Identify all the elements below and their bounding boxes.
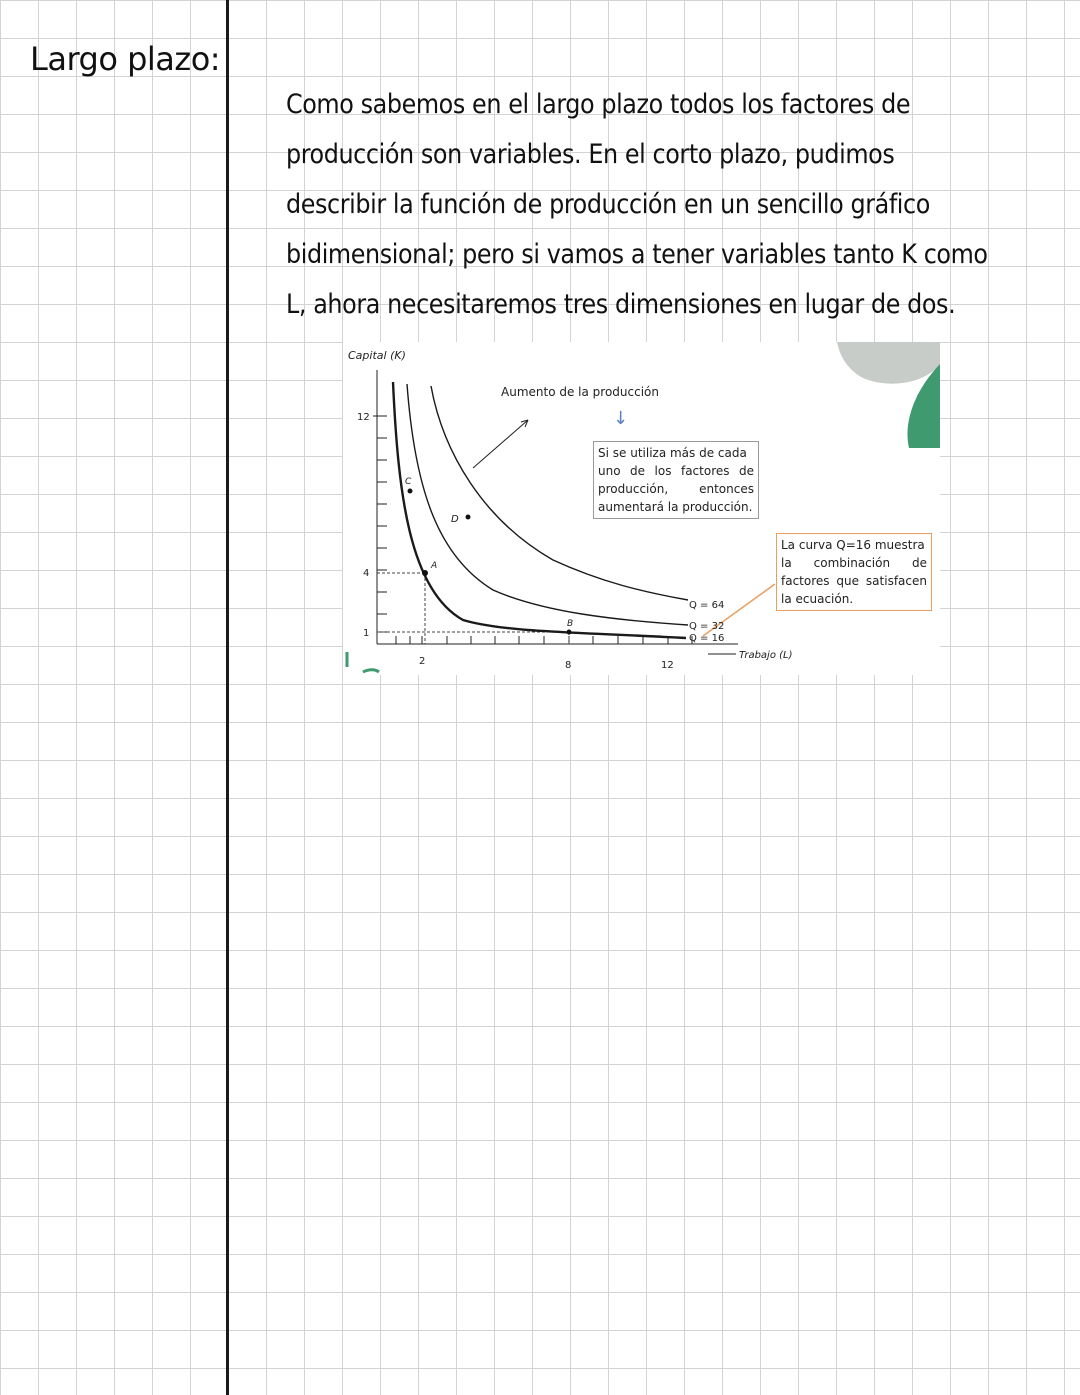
annotation-line: la combinación de	[781, 556, 927, 570]
curve-label-q16: Q = 16	[689, 633, 725, 644]
point-b-dot	[567, 630, 572, 635]
annotation-line: producción, entonces	[598, 482, 754, 496]
arrow-label: Aumento de la producción	[501, 385, 659, 399]
y-tick-marks	[377, 416, 387, 632]
annotation-line: uno de los factores de	[598, 464, 754, 478]
annotation-q16-curve	[776, 533, 932, 611]
y-axis-label: Capital (K)	[348, 349, 406, 362]
point-c-label: C	[405, 477, 412, 487]
point-b-label: B	[567, 619, 574, 629]
notebook-margin-line	[226, 0, 229, 1395]
point-d-dot	[466, 515, 471, 520]
x-tick-label-2: 2	[419, 656, 426, 667]
paragraph-line: bidimensional; pero si vamos a tener variables tanto K como	[286, 239, 988, 270]
y-tick-label-4: 4	[363, 568, 370, 579]
intro-paragraph	[286, 80, 1006, 330]
paragraph-line: L, ahora necesitaremos tres dimensiones en lugar de dos.	[286, 289, 956, 320]
paragraph-line: Como sabemos en el largo plazo todos los factores de	[286, 89, 911, 120]
annotation-line: La curva Q=16 muestra	[781, 538, 925, 552]
y-tick-label-1: 1	[363, 628, 370, 639]
annotation-line: factores que satisfacen	[781, 574, 927, 588]
annotation-line: aumentará la producción.	[598, 500, 753, 514]
x-tick-label-12: 12	[661, 660, 674, 671]
point-a-dot	[422, 570, 428, 576]
increase-arrow	[473, 420, 528, 468]
paragraph-line: describir la función de producción en un sencillo gráfico	[286, 189, 930, 220]
annotation-line: la ecuación.	[781, 592, 854, 606]
isoquant-figure	[343, 342, 940, 675]
annotation-more-factors	[593, 441, 759, 519]
curve-label-q32: Q = 32	[689, 621, 725, 632]
down-arrow: ↓	[613, 408, 629, 429]
x-tick-label-8: 8	[565, 660, 572, 671]
point-a-label: A	[431, 561, 438, 571]
gray-leaf-decoration	[837, 342, 940, 384]
x-axis-label: Trabajo (L)	[739, 650, 793, 661]
axis-corner-mark	[347, 652, 379, 672]
point-d-label: D	[451, 514, 459, 525]
y-tick-label-12: 12	[357, 412, 370, 423]
paragraph-line: producción son variables. En el corto plazo, pudimos	[286, 139, 895, 170]
point-c-dot	[408, 489, 413, 494]
curve-label-q64: Q = 64	[689, 600, 725, 611]
annotation-line: Si se utiliza más de cada	[598, 446, 747, 460]
guide-lines	[377, 573, 569, 644]
section-heading: Largo plazo:	[30, 40, 221, 78]
